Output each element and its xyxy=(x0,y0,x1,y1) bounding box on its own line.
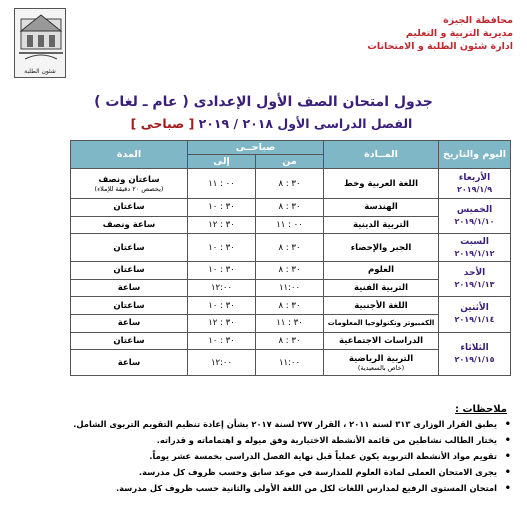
duration-cell: ساعتان xyxy=(71,332,188,350)
table-row xyxy=(71,199,511,217)
table-row xyxy=(71,332,511,350)
to-cell: ٣٠ : ١٠ xyxy=(188,297,256,315)
list-item xyxy=(33,418,513,431)
to-cell: ٣٠ : ١٠ xyxy=(188,234,256,262)
from-cell: ٠٠ : ١١ xyxy=(256,216,324,234)
day-date: ٢٠١٩/١/١٠ xyxy=(454,217,495,227)
subject-cell: اللغة الأجنبية xyxy=(324,297,439,315)
list-item xyxy=(33,466,513,479)
day-name: الأحد xyxy=(463,268,486,279)
to-cell: ٣٠ : ١٢ xyxy=(188,216,256,234)
from-cell: ١١:٠٠ xyxy=(256,350,324,376)
session-label: [ صباحى ] xyxy=(130,116,195,131)
to-cell: ١٢:٠٠ xyxy=(188,279,256,297)
logo-emblem-icon xyxy=(15,9,67,69)
duration-cell: ساعتان xyxy=(71,234,188,262)
notes-list xyxy=(33,418,513,498)
day-date: ٢٠١٩/١/١٣ xyxy=(454,280,495,290)
from-cell: ١١:٠٠ xyxy=(256,279,324,297)
header-from: من xyxy=(256,155,324,169)
page-title: جدول امتحان الصف الأول الإعدادى ( عام ـ لغات ) xyxy=(94,94,433,110)
header-session: صباحــى xyxy=(188,141,324,155)
subject-name: التربية الرياضية xyxy=(348,353,414,364)
day-cell xyxy=(439,297,511,332)
subject-cell: العلوم xyxy=(324,262,439,280)
to-cell: ٣٠ : ١٠ xyxy=(188,262,256,280)
header-duration: المدة xyxy=(71,141,188,169)
subject-cell: الدراسات الاجتماعية xyxy=(324,332,439,350)
subject-note: (خاص بالسعيدية) xyxy=(357,363,405,372)
to-cell: ٣٠ : ١٠ xyxy=(188,332,256,350)
header-to: إلى xyxy=(188,155,256,169)
day-date: ٢٠١٩/١/١٤ xyxy=(454,315,495,325)
day-cell xyxy=(439,332,511,376)
directorate-label: مديرية التربية و التعليم xyxy=(405,28,513,39)
day-cell xyxy=(439,169,511,199)
day-name: الخميس xyxy=(456,205,493,216)
note-text: يجرى الامتحان العملى لمادة العلوم للمدارسة في موعد سابق وحسب ظروف كل مدرسة. xyxy=(138,467,497,477)
bullet-icon: • xyxy=(504,451,511,462)
duration-cell: ساعة xyxy=(71,279,188,297)
day-date: ٢٠١٩/١/١٢ xyxy=(454,248,495,258)
from-cell: ٣٠ : ٨ xyxy=(256,169,324,199)
page-subtitle xyxy=(0,116,527,131)
day-name: الأربعاء xyxy=(458,172,491,183)
duration-cell: ساعتان xyxy=(71,199,188,217)
directorate-header xyxy=(313,14,513,53)
notes-heading: ملاحظات : xyxy=(454,404,507,415)
subject-cell: الجبر والإحصاء xyxy=(324,234,439,262)
from-cell: ٣٠ : ٨ xyxy=(256,262,324,280)
duration-cell xyxy=(71,169,188,199)
ministry-logo xyxy=(14,8,66,78)
subject-cell: الهندسة xyxy=(324,199,439,217)
from-cell: ٣٠ : ٨ xyxy=(256,234,324,262)
table-row xyxy=(71,169,511,199)
day-date: ٢٠١٩/١/١٥ xyxy=(454,354,495,364)
list-item xyxy=(33,450,513,463)
subject-cell: التربية الدينية xyxy=(324,216,439,234)
header-day: اليوم والتاريخ xyxy=(439,141,511,169)
day-date: ٢٠١٩/١/٩ xyxy=(456,184,493,194)
list-item xyxy=(33,482,513,495)
from-cell: ٣٠ : ٨ xyxy=(256,199,324,217)
note-text: امتحان المستوى الرفيع لمدارس اللغات لكل من اللغة الأولى والثانية حسب ظروف كل مدرسة. xyxy=(116,483,497,493)
to-cell: ٠٠ : ١١ xyxy=(188,169,256,199)
subject-cell xyxy=(324,350,439,376)
exam-schedule-table xyxy=(70,140,511,376)
duration-cell: ساعتان xyxy=(71,262,188,280)
day-name: الأثنين xyxy=(460,303,489,314)
day-cell xyxy=(439,234,511,262)
duration-cell: ساعة xyxy=(71,350,188,376)
list-item xyxy=(33,434,513,447)
bullet-icon: • xyxy=(504,419,511,430)
from-cell: ٣٠ : ٨ xyxy=(256,332,324,350)
duration-cell: ساعة ونصف xyxy=(71,216,188,234)
to-cell: ١٢:٠٠ xyxy=(188,350,256,376)
subject-cell: اللغة العربية وخط xyxy=(324,169,439,199)
note-text: تقويم مواد الأنشطة التربوية يكون عملياً قبل نهاية الفصل الدراسى بخمسة عشر يوماً. xyxy=(149,451,497,461)
logo-caption: شئون الطلبة xyxy=(24,68,56,75)
administration-label: ادارة شئون الطلبة و الامتحانات xyxy=(367,41,513,52)
from-cell: ٣٠ : ١١ xyxy=(256,314,324,332)
governorate-label: محافظة الجيزة xyxy=(443,15,513,26)
duration-cell: ساعتان xyxy=(71,297,188,315)
day-name: الثلاثاء xyxy=(460,342,489,353)
duration-value: ساعتان ونصف xyxy=(98,174,160,185)
to-cell: ٣٠ : ١٢ xyxy=(188,314,256,332)
duration-cell: ساعة xyxy=(71,314,188,332)
day-cell xyxy=(439,262,511,297)
note-text: يطبق القرار الوزارى ٣١٣ لسنة ٢٠١١ ، القرار ٢٧٧ لسنة ٢٠١٧ بشأن إعادة تنظيم التقويم التربوى الشامل. xyxy=(73,419,497,429)
table-row xyxy=(71,234,511,262)
bullet-icon: • xyxy=(504,435,511,446)
term-label: الفصل الدراسى الأول ٢٠١٨ / ٢٠١٩ xyxy=(198,116,413,131)
from-cell: ٣٠ : ٨ xyxy=(256,297,324,315)
day-name: السبت xyxy=(460,236,489,247)
to-cell: ٣٠ : ١٠ xyxy=(188,199,256,217)
note-text: يختار الطالب نشاطين من قائمة الأنشطة الاختيارية وفق ميوله و اهتماماته و قدراته. xyxy=(156,435,497,445)
bullet-icon: • xyxy=(504,467,511,478)
subject-cell: التربية الفنية xyxy=(324,279,439,297)
table-row xyxy=(71,297,511,315)
table-row xyxy=(71,262,511,280)
day-cell xyxy=(439,199,511,234)
header-subject: المــادة xyxy=(324,141,439,169)
duration-note: (يخصص ٢٠ دقيقة للإملاء) xyxy=(94,184,164,193)
bullet-icon: • xyxy=(504,483,511,494)
subject-cell: الكمبيوتر وتكنولوجيا المعلومات xyxy=(324,314,439,332)
